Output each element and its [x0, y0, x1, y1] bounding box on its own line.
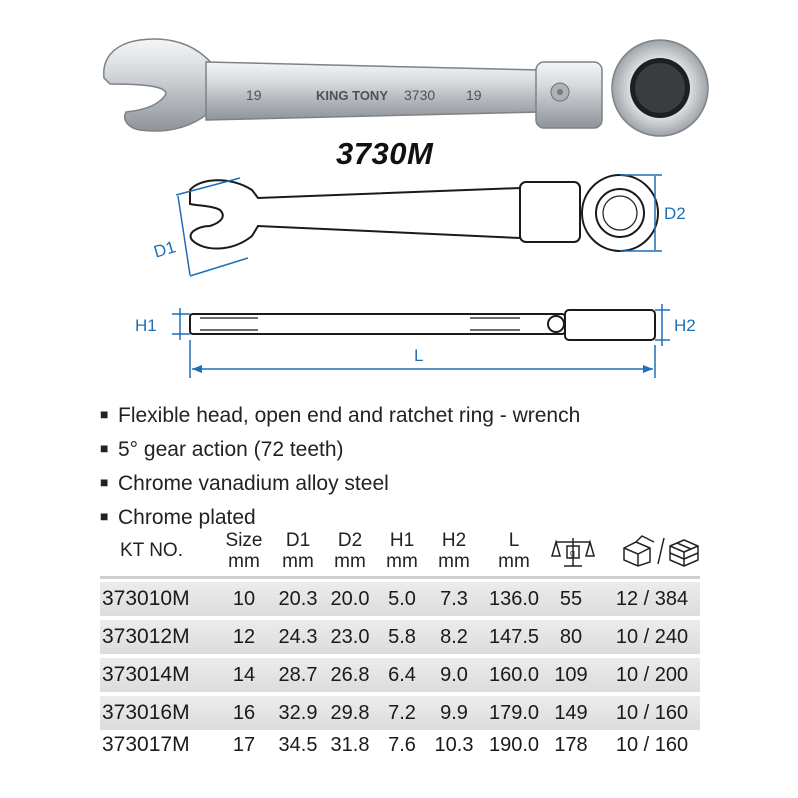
cell-l: 190.0: [488, 734, 540, 756]
header-h2: [426, 530, 482, 572]
cell-kt-no: 373014M: [102, 663, 190, 686]
cell-packing: 10 / 240: [615, 626, 689, 648]
cell-size: 16: [232, 702, 256, 724]
cell-h2: 10.3: [434, 734, 474, 756]
cell-h2: 9.9: [440, 702, 468, 724]
feature-item: [100, 432, 580, 466]
feature-list: [100, 398, 580, 534]
cell-d1: 28.7: [278, 664, 318, 686]
header-unit: mm: [438, 551, 470, 572]
cell-h1: 5.0: [388, 588, 416, 610]
cell-kt-no: 373012M: [102, 625, 190, 648]
cell-packing: 10 / 160: [615, 702, 689, 724]
feature-text: Chrome vanadium alloy steel: [118, 472, 389, 495]
header-unit: mm: [334, 551, 366, 572]
scale-weight-icon: [550, 534, 596, 570]
table-row: [100, 582, 700, 616]
feature-item: [100, 398, 580, 432]
feature-item: [100, 466, 580, 500]
dimension-label-h2: H2: [674, 316, 696, 335]
header-d2: [322, 530, 378, 572]
header-unit: mm: [228, 551, 260, 572]
dimension-label-d2: D2: [664, 204, 686, 223]
cell-l: 160.0: [488, 664, 540, 686]
cell-d2: 31.8: [330, 734, 370, 756]
cell-h2: 7.3: [440, 588, 468, 610]
cell-size: 17: [232, 734, 256, 756]
bullet-icon: ■: [100, 440, 109, 456]
cell-size: 10: [232, 588, 256, 610]
header-label: Size: [225, 530, 263, 551]
cell-h1: 6.4: [388, 664, 416, 686]
cell-h1: 7.2: [388, 702, 416, 724]
header-unit: mm: [498, 551, 530, 572]
cell-d2: 23.0: [330, 626, 370, 648]
cell-kt-no: 373010M: [102, 587, 190, 610]
header-label: D1: [285, 530, 311, 551]
table-row: [100, 658, 700, 692]
cell-d1: 34.5: [278, 734, 318, 756]
cell-size: 12: [232, 626, 256, 648]
cell-weight: 178: [554, 734, 588, 756]
wrench-brand-engraving: KING TONY: [316, 88, 388, 103]
cell-d1: 32.9: [278, 702, 318, 724]
feature-item: [100, 500, 580, 534]
cell-h1: 7.6: [388, 734, 416, 756]
table-row: [100, 696, 700, 730]
cell-kt-no: 373017M: [102, 733, 190, 756]
cell-l: 136.0: [488, 588, 540, 610]
cell-weight: 55: [559, 588, 583, 610]
cell-l: 179.0: [488, 702, 540, 724]
wrench-size-right: 19: [466, 87, 482, 103]
bullet-icon: ■: [100, 474, 109, 490]
header-kt-no: [120, 540, 210, 561]
cell-h1: 5.8: [388, 626, 416, 648]
feature-text: Flexible head, open end and ratchet ring - wrench: [118, 404, 581, 427]
table-row: [100, 728, 700, 762]
cell-d2: 20.0: [330, 588, 370, 610]
header-unit: mm: [282, 551, 314, 572]
dimension-label-d1: D1: [151, 237, 178, 262]
cell-l: 147.5: [488, 626, 540, 648]
cell-d2: 26.8: [330, 664, 370, 686]
cell-d2: 29.8: [330, 702, 370, 724]
model-title: 3730M: [336, 136, 434, 171]
cell-weight: 80: [559, 626, 583, 648]
header-l: [484, 530, 544, 572]
header-divider: [100, 576, 700, 579]
feature-text: 5° gear action (72 teeth): [118, 438, 344, 461]
cell-packing: 10 / 200: [615, 664, 689, 686]
cell-weight: 149: [554, 702, 588, 724]
cell-kt-no: 373016M: [102, 701, 190, 724]
cell-packing: 10 / 160: [615, 734, 689, 756]
cell-weight: 109: [554, 664, 588, 686]
cell-h2: 8.2: [440, 626, 468, 648]
header-d1: [270, 530, 326, 572]
cell-d1: 24.3: [278, 626, 318, 648]
header-size: [216, 530, 272, 572]
header-h1: [374, 530, 430, 572]
wrench-size-left: 19: [246, 87, 262, 103]
svg-text:g: g: [570, 548, 576, 558]
header-label: H1: [389, 530, 415, 551]
header-label: D2: [337, 530, 363, 551]
header-label: L: [508, 530, 520, 551]
bullet-icon: ■: [100, 508, 109, 524]
table-row: [100, 620, 700, 654]
wrench-model-engraving: 3730: [404, 87, 436, 103]
cell-size: 14: [232, 664, 256, 686]
dimension-label-l: L: [414, 346, 424, 365]
cell-d1: 20.3: [278, 588, 318, 610]
cell-packing: 12 / 384: [615, 588, 689, 610]
header-label: H2: [441, 530, 467, 551]
header-unit: mm: [386, 551, 418, 572]
bullet-icon: ■: [100, 406, 109, 422]
header-label: KT NO.: [120, 540, 183, 561]
box-packing-icon: [620, 534, 702, 568]
cell-h2: 9.0: [440, 664, 468, 686]
feature-text: Chrome plated: [118, 506, 256, 529]
dimension-label-h1: H1: [135, 316, 157, 335]
